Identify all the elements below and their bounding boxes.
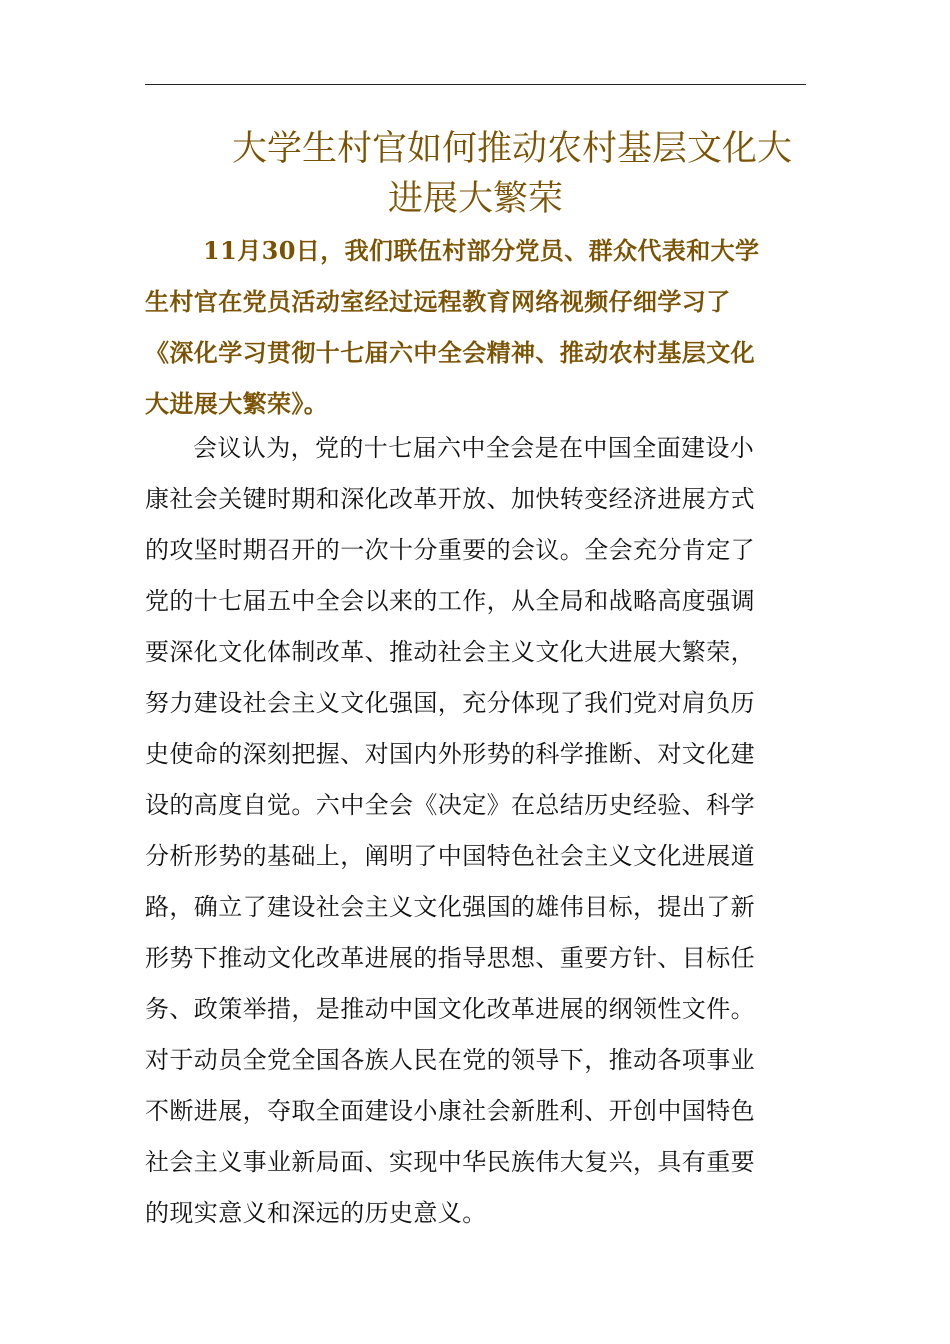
body-line: 的现实意义和深远的历史意义。 (145, 1199, 487, 1227)
body-line: 分析形势的基础上，阐明了中国特色社会主义文化进展道 (145, 842, 755, 870)
body-line: 史使命的深刻把握、对国内外形势的科学推断、对文化建 (145, 740, 755, 768)
body-line: 要深化文化体制改革、推动社会主义文化大进展大繁荣， (145, 638, 755, 666)
body-line: 对于动员全党全国各族人民在党的领导下，推动各项事业 (145, 1046, 755, 1074)
intro-line: 大进展大繁荣》。 (145, 389, 329, 418)
body-line: 的攻坚时期召开的一次十分重要的会议。全会充分肯定了 (145, 536, 755, 564)
body-line: 务、政策举措，是推动中国文化改革进展的纲领性文件。 (145, 995, 755, 1023)
body-line: 会议认为，党的十七届六中全会是在中国全面建设小 (193, 434, 755, 462)
document-title (145, 124, 806, 224)
header-rule (145, 84, 806, 85)
title-line-2: 进展大繁荣 (388, 179, 564, 219)
body-line: 社会主义事业新局面、实现中华民族伟大复兴，具有重要 (145, 1148, 755, 1176)
intro-paragraph (145, 225, 806, 429)
body-line: 设的高度自觉。六中全会《决定》在总结历史经验、科学 (145, 791, 755, 819)
body-line: 康社会关键时期和深化改革开放、加快转变经济进展方式 (145, 485, 755, 513)
body-line: 努力建设社会主义文化强国，充分体现了我们党对肩负历 (145, 689, 755, 717)
title-line-1: 大学生村官如何推动农村基层文化大 (232, 129, 793, 169)
body-line: 形势下推动文化改革进展的指导思想、重要方针、目标任 (145, 944, 755, 972)
body-line: 不断进展，夺取全面建设小康社会新胜利、开创中国特色 (145, 1097, 755, 1125)
body-line: 党的十七届五中全会以来的工作，从全局和战略高度强调 (145, 587, 755, 615)
body-paragraph (145, 423, 806, 1239)
intro-line: 《深化学习贯彻十七届六中全会精神、推动农村基层文化 (145, 338, 755, 367)
intro-line: 11月30日，我们联伍村部分党员、群众代表和大学 (203, 236, 760, 265)
body-line: 路，确立了建设社会主义文化强国的雄伟目标，提出了新 (145, 893, 755, 921)
intro-line: 生村官在党员活动室经过远程教育网络视频仔细学习了 (145, 287, 731, 316)
